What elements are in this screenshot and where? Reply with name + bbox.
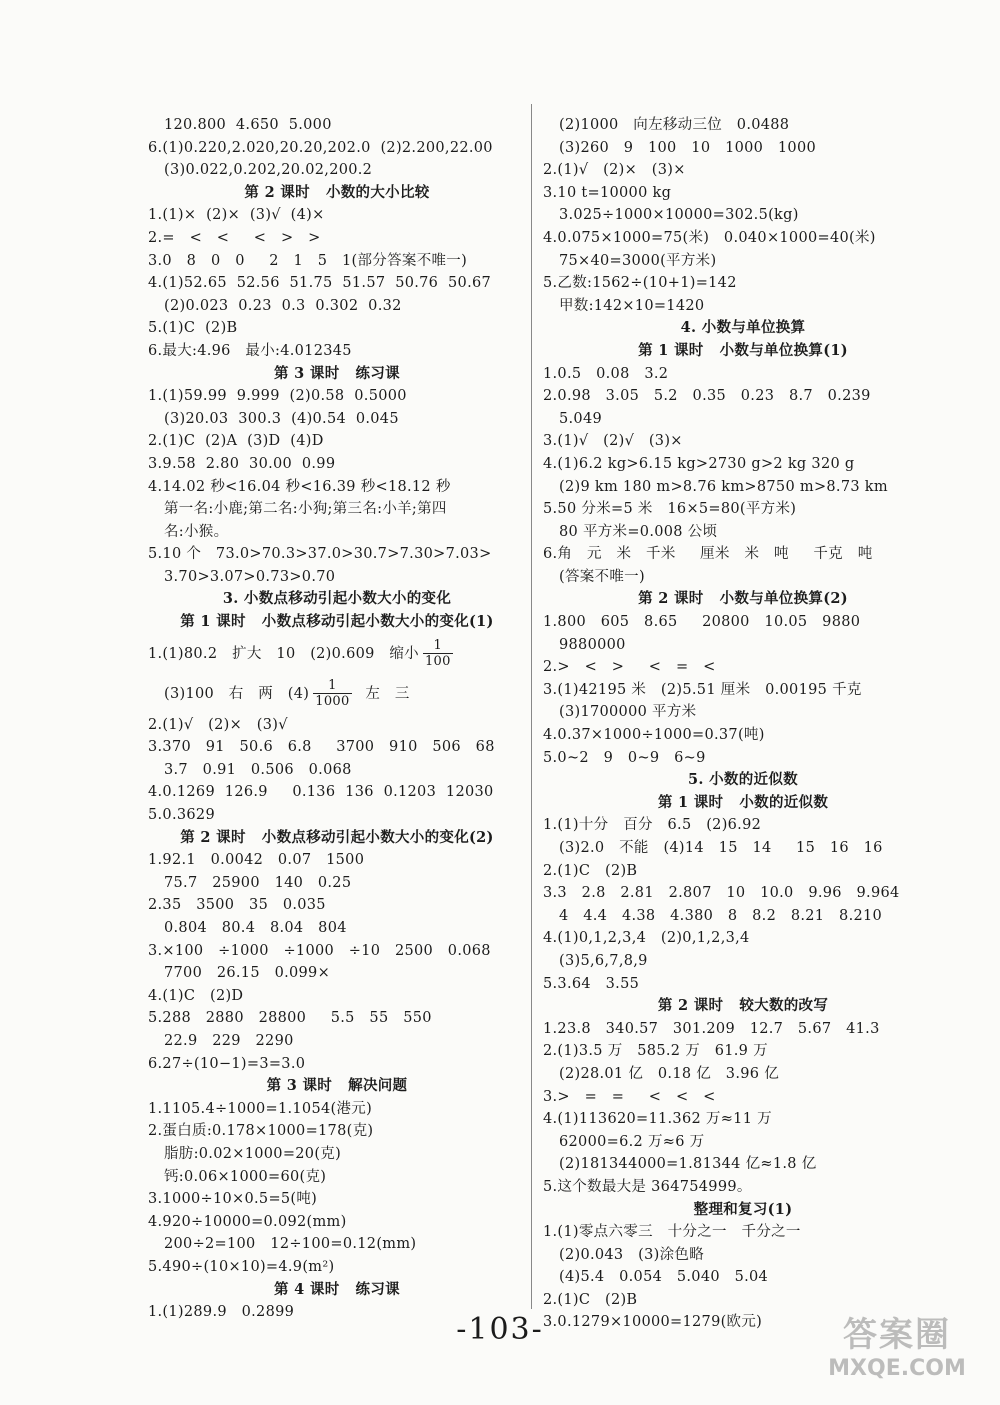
- answer-line: [543, 1108, 943, 1131]
- answer-text: (2)1000 向左移动三位 0.0488: [559, 117, 790, 133]
- answer-text: 5.288 2880 28800 5.5 55 550: [148, 1010, 432, 1027]
- answer-text: 2.(1)C (2)A (3)D (4)D: [148, 433, 324, 450]
- answer-line: [148, 114, 526, 137]
- section-heading: [543, 769, 943, 792]
- answer-text: 1.(1)59.99 9.999 (2)0.58 0.5000: [148, 388, 407, 405]
- answer-text: 1.800 605 8.65 20800 10.05 9880: [543, 614, 861, 631]
- answer-line: [148, 453, 526, 476]
- answer-line: [543, 611, 943, 634]
- answer-text: 7700 26.15 0.099×: [164, 965, 331, 982]
- answer-line: [543, 1040, 943, 1063]
- answer-line: [148, 159, 526, 182]
- answer-text: 5.490÷(10×10)=4.9(m²): [148, 1258, 335, 1275]
- section-heading: [148, 1279, 526, 1302]
- answer-text: 第 3 课时 练习课: [274, 364, 400, 382]
- page-number: -103-: [456, 1312, 544, 1347]
- answer-text: (4)5.4 0.054 5.040 5.04: [559, 1269, 769, 1286]
- answer-text: 3.1000÷10×0.5=5(吨): [148, 1191, 318, 1208]
- answer-text: 1.(1)289.9 0.2899: [148, 1304, 295, 1321]
- answer-line: [543, 453, 943, 476]
- answer-text: 1.(1)× (2)× (3)√ (4)×: [148, 207, 325, 224]
- answer-text: (2)9 km 180 m>8.76 km>8750 m>8.73 km: [559, 478, 888, 495]
- answer-text: 3.0.1279×10000=1279(欧元): [543, 1314, 763, 1331]
- answer-text: 3.(1)42195 米 (2)5.51 厘米 0.00195 千克: [543, 681, 862, 698]
- answer-line: [543, 1131, 943, 1154]
- answer-line: [148, 137, 526, 160]
- answer-line: [148, 521, 526, 544]
- answer-text: 第一名:小鹿;第二名:小狗;第三名:小羊;第四: [164, 501, 447, 518]
- column-divider: [531, 104, 532, 1309]
- answer-text: 3.0 8 0 0 2 1 5 1(部分答案不唯一): [148, 252, 468, 269]
- watermark-text: 答案圈: [843, 1315, 951, 1355]
- answer-text: 4.0.37×1000÷1000=0.37(吨): [543, 727, 765, 744]
- answer-line: [543, 204, 943, 227]
- section-heading: [148, 827, 526, 850]
- answer-line: [543, 656, 943, 679]
- answer-line: [148, 872, 526, 895]
- answer-line: [543, 295, 943, 318]
- section-heading: [543, 340, 943, 363]
- answer-line: [543, 1176, 943, 1199]
- watermark-url: MXQE.COM: [828, 1356, 966, 1381]
- answer-line: [543, 950, 943, 973]
- answer-text: 1.(1)80.2 扩大 10 (2)0.609 缩小: [148, 645, 419, 662]
- section-heading: [543, 995, 943, 1018]
- answer-text: (2)181344000=1.81344 亿≈1.8 亿: [559, 1156, 817, 1173]
- answer-line: [543, 837, 943, 860]
- answer-line: [543, 498, 943, 521]
- answer-text: 4.(1)6.2 kg>6.15 kg>2730 g>2 kg 320 g: [543, 455, 855, 472]
- answer-text-after: 左 三: [355, 685, 410, 702]
- answer-text: 4.0.1269 126.9 0.136 136 0.1203 12030: [148, 784, 494, 801]
- answer-text: (3)260 9 100 10 1000 1000: [559, 139, 817, 156]
- answer-line: [148, 1256, 526, 1279]
- answer-line: [148, 430, 526, 453]
- answer-line: [543, 679, 943, 702]
- answer-line: [543, 973, 943, 996]
- answer-text: 120.800 4.650 5.000: [164, 117, 332, 133]
- answer-line: [543, 137, 943, 160]
- answer-line: [148, 894, 526, 917]
- answer-text: 2.蛋白质:0.178×1000=178(克): [148, 1123, 374, 1140]
- answer-line: [543, 1086, 943, 1109]
- answer-text: 5. 小数的近似数: [688, 771, 798, 789]
- answer-line: [543, 1018, 943, 1041]
- answer-line: [543, 182, 943, 205]
- answer-text: 1.0.5 0.08 3.2: [543, 365, 669, 382]
- answer-text: 脂肪:0.02×1000=20(克): [164, 1145, 342, 1162]
- watermark-logo: [822, 1307, 972, 1381]
- answer-line: [543, 814, 943, 837]
- answer-text: (答案不唯一): [559, 568, 645, 585]
- answer-line: [543, 724, 943, 747]
- answer-line: [543, 385, 943, 408]
- answer-text: 1.1105.4÷1000=1.1054(港元): [148, 1100, 373, 1117]
- answer-line: [148, 227, 526, 250]
- fraction: [313, 678, 351, 709]
- section-heading: [543, 317, 943, 340]
- answer-text: 1.23.8 340.57 301.209 12.7 5.67 41.3: [543, 1020, 880, 1037]
- answer-line: [148, 1188, 526, 1211]
- answer-line: [543, 114, 943, 137]
- answer-text: 9880000: [559, 636, 626, 653]
- answer-text: 3.10 t=10000 kg: [543, 184, 672, 201]
- answer-line: [148, 385, 526, 408]
- answer-line: [543, 1063, 943, 1086]
- answer-text: 2.35 3500 35 0.035: [148, 897, 326, 914]
- answer-line: [148, 1143, 526, 1166]
- answer-text: (2)28.01 亿 0.18 亿 3.96 亿: [559, 1065, 780, 1082]
- answer-line: [543, 272, 943, 295]
- answer-text: 钙:0.06×1000=60(克): [164, 1168, 327, 1185]
- answer-text: 4.(1)52.65 52.56 51.75 51.57 50.76 50.67: [148, 275, 492, 292]
- answer-line: [148, 674, 526, 714]
- answer-text: 第 1 课时 小数点移动引起小数大小的变化(1): [180, 613, 494, 631]
- section-heading: [543, 588, 943, 611]
- answer-text: 4.(1)113620=11.362 万≈11 万: [543, 1111, 772, 1128]
- answer-line: [543, 430, 943, 453]
- answer-text: 3.025÷1000×10000=302.5(kg): [559, 207, 799, 224]
- answer-line: [543, 1153, 943, 1176]
- answer-text: 5.0~2 9 0~9 6~9: [543, 749, 706, 766]
- answer-line: [148, 566, 526, 589]
- answer-line: [543, 927, 943, 950]
- answer-text: 第 2 课时 小数点移动引起小数大小的变化(2): [180, 828, 494, 846]
- answer-line: [148, 498, 526, 521]
- answer-text: 2.> < > < = <: [543, 659, 716, 676]
- answer-text: 2.(1)C (2)B: [543, 1291, 638, 1308]
- answer-text: (2)0.043 (3)涂色略: [559, 1246, 705, 1263]
- answer-line: [148, 962, 526, 985]
- answer-line: [148, 781, 526, 804]
- answer-text: 3.×100 ÷1000 ÷1000 ÷10 2500 0.068: [148, 942, 491, 959]
- answer-text: 4. 小数与单位换算: [680, 319, 806, 337]
- answer-text: 4.920÷10000=0.092(mm): [148, 1213, 347, 1230]
- answer-line: [148, 340, 526, 363]
- answer-text: 2.0.98 3.05 5.2 0.35 0.23 8.7 0.239: [543, 388, 871, 405]
- answer-text: 3. 小数点移动引起小数大小的变化: [222, 590, 452, 608]
- answer-text: (3)0.022,0.202,20.02,200.2: [164, 162, 373, 179]
- answer-line: [148, 1030, 526, 1053]
- answer-line: [543, 1221, 943, 1244]
- answer-line: [148, 917, 526, 940]
- answer-text: 5.0.3629: [148, 807, 215, 824]
- answer-line: [148, 476, 526, 499]
- answer-line: [148, 736, 526, 759]
- answer-text: 5.(1)C (2)B: [148, 320, 238, 337]
- answer-line: [543, 159, 943, 182]
- answer-text: 4.(1)0,1,2,3,4 (2)0,1,2,3,4: [543, 930, 750, 947]
- answer-text: 3.3 2.8 2.81 2.807 10 10.0 9.96 9.964: [543, 885, 900, 902]
- right-column: [543, 114, 943, 1334]
- answer-text: 3.9.58 2.80 30.00 0.99: [148, 455, 336, 472]
- answer-text: 6.27÷(10−1)=3=3.0: [148, 1055, 306, 1072]
- answer-line: [148, 543, 526, 566]
- section-heading: [148, 611, 526, 634]
- answer-text: (3)2.0 不能 (4)14 15 14 15 16 16: [559, 840, 883, 856]
- answer-text: 5.10 个 73.0>70.3>37.0>30.7>7.30>7.03>: [148, 546, 492, 563]
- answer-line: [543, 747, 943, 770]
- answer-line: [148, 759, 526, 782]
- answer-line: [543, 1244, 943, 1267]
- answer-line: [543, 250, 943, 273]
- answer-text: 62000=6.2 万≈6 万: [559, 1133, 705, 1150]
- answer-text: 75×40=3000(平方米): [559, 252, 717, 269]
- answer-text: 第 2 课时 小数的大小比较: [244, 183, 430, 201]
- answer-line: [543, 905, 943, 928]
- answer-line: [543, 408, 943, 431]
- answer-text: 4.14.02 秒<16.04 秒<16.39 秒<18.12 秒: [148, 478, 451, 495]
- answer-text: 75.7 25900 140 0.25: [164, 874, 352, 891]
- answer-text: 第 1 课时 小数与单位换算(1): [638, 341, 848, 359]
- answer-text: 3.70>3.07>0.73>0.70: [164, 568, 336, 585]
- fraction-denominator: 1000: [315, 694, 350, 710]
- answer-text: (3)20.03 300.3 (4)0.54 0.045: [164, 410, 399, 427]
- section-heading: [148, 588, 526, 611]
- answer-text: 2.(1)√ (2)× (3)×: [543, 162, 686, 179]
- answer-text: 名:小猴。: [164, 523, 229, 540]
- answer-text: 2.(1)C (2)B: [543, 862, 638, 879]
- answer-text: 0.804 80.4 8.04 804: [164, 920, 347, 936]
- answer-line: [543, 860, 943, 883]
- answer-text: 6.(1)0.220,2.020,20.20,202.0 (2)2.200,22.00: [148, 139, 493, 156]
- answer-text: (3)1700000 平方米: [559, 704, 697, 721]
- answer-line: [543, 634, 943, 657]
- answer-text: 5.3.64 3.55: [543, 975, 640, 992]
- answer-line: [148, 940, 526, 963]
- answer-text: 第 3 课时 解决问题: [266, 1077, 408, 1095]
- answer-text: (3)5,6,7,8,9: [559, 952, 648, 969]
- answer-line: [148, 295, 526, 318]
- answer-line: [148, 317, 526, 340]
- answer-text: (2)0.023 0.23 0.3 0.302 0.32: [164, 297, 402, 314]
- answer-line: [543, 521, 943, 544]
- answer-text: 3.7 0.91 0.506 0.068: [164, 761, 352, 778]
- answer-line: [543, 1266, 943, 1289]
- answer-line: [148, 408, 526, 431]
- answer-line: [543, 227, 943, 250]
- answer-text: (3)100 右 两 (4): [164, 685, 310, 702]
- answer-line: [148, 1233, 526, 1256]
- answer-text: 5.049: [559, 410, 603, 427]
- answer-line: [543, 476, 943, 499]
- section-heading: [148, 182, 526, 205]
- answer-text: 4.(1)C (2)D: [148, 987, 244, 1004]
- answer-text: 第 2 课时 较大数的改写: [657, 997, 829, 1015]
- answer-text: 1.92.1 0.0042 0.07 1500: [148, 852, 365, 869]
- answer-line: [148, 250, 526, 273]
- answer-line: [148, 849, 526, 872]
- answer-line: [148, 985, 526, 1008]
- answer-line: [543, 566, 943, 589]
- answer-line: [148, 1211, 526, 1234]
- answer-text: 200÷2=100 12÷100=0.12(mm): [164, 1236, 417, 1253]
- answer-line: [148, 204, 526, 227]
- answer-text: 整理和复习(1): [693, 1200, 793, 1218]
- section-heading: [543, 792, 943, 815]
- answer-text: 5.50 分米=5 米 16×5=80(平方米): [543, 501, 797, 518]
- answer-line: [148, 634, 526, 674]
- answer-line: [543, 701, 943, 724]
- answer-text: 3.(1)√ (2)√ (3)×: [543, 433, 683, 450]
- answer-text: 22.9 229 2290: [164, 1032, 294, 1049]
- answer-line: [543, 543, 943, 566]
- answer-line: [148, 804, 526, 827]
- answer-line: [148, 1007, 526, 1030]
- answer-text: 3.370 91 50.6 6.8 3700 910 506 68: [148, 739, 495, 756]
- answer-text: 4.0.075×1000=75(米) 0.040×1000=40(米): [543, 229, 876, 246]
- answer-text: 6.角 元 米 千米 厘米 米 吨 千克 吨: [543, 546, 873, 563]
- fraction-numerator: 1: [423, 638, 453, 654]
- answer-text: 2.(1)√ (2)× (3)√: [148, 716, 288, 733]
- answer-text: 3.> = = < < <: [543, 1088, 716, 1105]
- answer-line: [148, 1166, 526, 1189]
- answer-text: 第 4 课时 练习课: [274, 1280, 400, 1298]
- answer-text: 4 4.4 4.38 4.380 8 8.2 8.21 8.210: [559, 907, 883, 924]
- answer-text: 1.(1)十分 百分 6.5 (2)6.92: [543, 817, 762, 834]
- answer-line: [543, 363, 943, 386]
- answer-line: [148, 1053, 526, 1076]
- answer-line: [148, 714, 526, 737]
- answer-text: 2.= < < < > >: [148, 229, 321, 246]
- section-heading: [148, 1075, 526, 1098]
- section-heading: [543, 1199, 943, 1222]
- answer-text: 2.(1)3.5 万 585.2 万 61.9 万: [543, 1043, 768, 1060]
- fraction: [423, 638, 453, 669]
- section-heading: [148, 363, 526, 386]
- left-column: [148, 114, 526, 1324]
- answer-line: [148, 1120, 526, 1143]
- answer-text: 甲数:142×10=1420: [559, 297, 705, 314]
- answer-text: 第 1 课时 小数的近似数: [657, 793, 829, 811]
- answer-text: 6.最大:4.96 最小:4.012345: [148, 342, 352, 359]
- fraction-denominator: 100: [424, 654, 451, 670]
- answer-text: 5.乙数:1562÷(10+1)=142: [543, 275, 737, 292]
- answer-text: 1.(1)零点六零三 十分之一 千分之一: [543, 1224, 801, 1241]
- answer-text: 第 2 课时 小数与单位换算(2): [638, 590, 848, 608]
- answer-text: 5.这个数最大是 364754999。: [543, 1178, 752, 1195]
- answer-line: [148, 272, 526, 295]
- fraction-numerator: 1: [313, 678, 351, 694]
- answer-line: [543, 882, 943, 905]
- answer-text: 80 平方米=0.008 公顷: [559, 523, 718, 540]
- answer-line: [148, 1098, 526, 1121]
